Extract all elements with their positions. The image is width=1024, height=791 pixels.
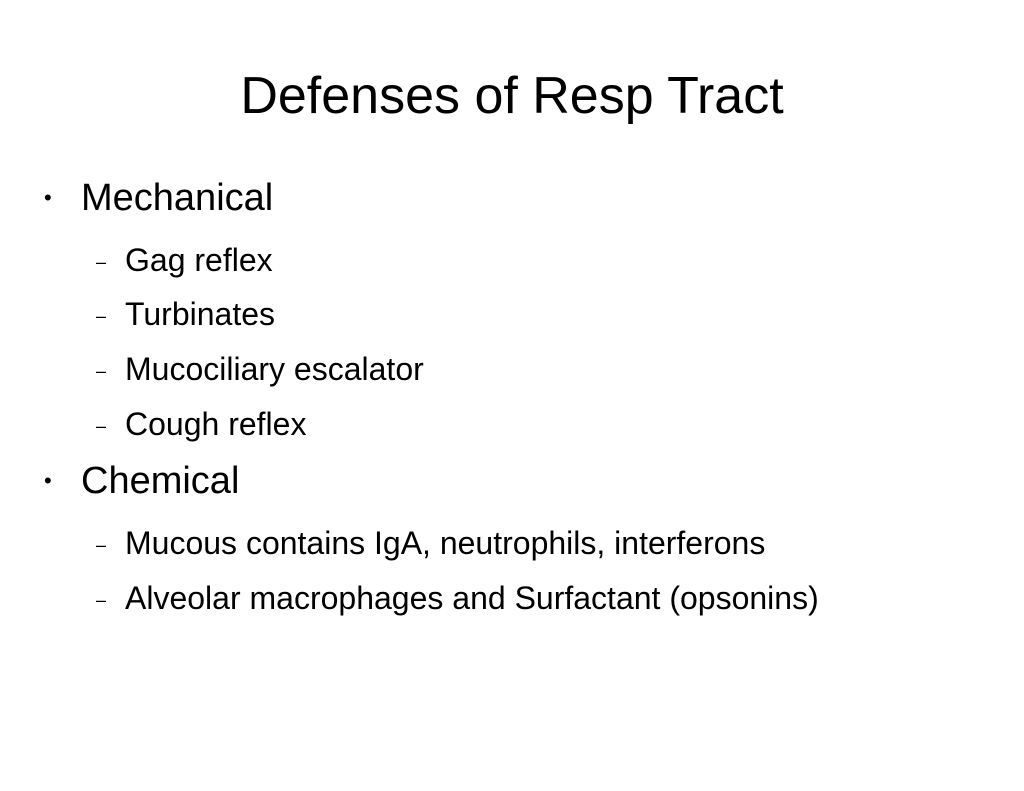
bullet-icon: •	[44, 185, 52, 210]
dash-icon: –	[96, 416, 107, 436]
dash-icon: –	[96, 306, 107, 326]
sub-item-label: Alveolar macrophages and Surfactant (opsonins)	[125, 580, 819, 616]
sub-item-label: Gag reflex	[125, 242, 273, 278]
sub-item-label: Mucociliary escalator	[125, 351, 424, 387]
dash-icon: –	[96, 535, 107, 555]
dash-icon: –	[96, 590, 107, 610]
dash-icon: –	[96, 361, 107, 381]
dash-icon: –	[96, 252, 107, 272]
sub-item-label: Mucous contains IgA, neutrophils, interferons	[125, 525, 766, 561]
slide-title: Defenses of Resp Tract	[240, 67, 784, 125]
sub-item-label: Turbinates	[125, 296, 275, 332]
bullet-icon: •	[44, 468, 52, 493]
sub-item-label: Cough reflex	[125, 406, 307, 442]
bullet-label: Chemical	[81, 460, 240, 502]
bullet-label: Mechanical	[81, 177, 274, 219]
